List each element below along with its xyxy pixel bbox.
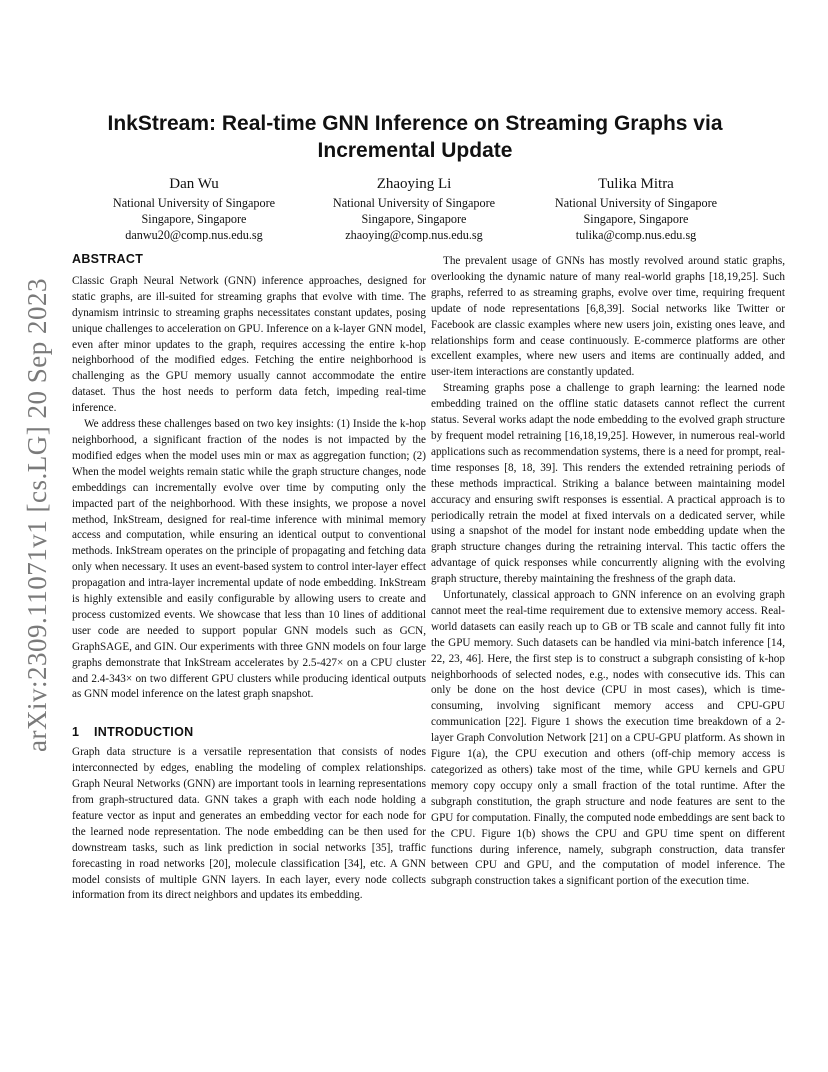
author-affiliation: National University of Singapore <box>332 196 496 210</box>
author-name: Dan Wu <box>169 176 219 192</box>
section-title: INTRODUCTION <box>94 725 194 740</box>
author-block <box>526 175 746 243</box>
author-name: Tulika Mitra <box>598 176 674 192</box>
abstract-paragraph: Classic Graph Neural Network (GNN) inference approaches, designed for static graphs, are ill-suited for streaming graphs that evolve with time. The dynamism intrinsic to streaming graphs necessitates constant updates, posing unique challenges to acceleration on GPU. Inference on a k-layer GNN model, even after minor updates to the graph, requires accessing the entire k-hop neighborhood of the modified edges. Fetching the entire neighborhood is challenging as the GPU memory usually cannot accommodate the entire dataset. Thus the host needs to perform data fetch, impeding real-time inference. <box>72 274 426 415</box>
body-paragraph: The prevalent usage of GNNs has mostly revolved around static graphs, overlooking the dynamic nature of many real-world graphs [18,19,25]. Such graphs, referred to as streaming graphs, evolve over time, requiring frequent update of node representations [6,8,39]. Social networks like Twitter or Facebook are classic examples where new users join, existing ones leave, and relationships form and cease continuously. E-commerce platforms are other excellent examples, where new users and items are continually added, and user-item interactions are constantly updated. <box>431 255 785 379</box>
author-location: Singapore, Singapore <box>141 212 247 226</box>
abstract-heading: ABSTRACT <box>72 252 144 266</box>
paper-title <box>72 110 758 164</box>
paper-title-line-2: Incremental Update <box>317 139 513 162</box>
abstract-paragraph: We address these challenges based on two key insights: (1) Inside the k-hop neighborhood, a significant fraction of the nodes is not impacted by the modified edges when the model uses min or max as aggregation function; (2) When the model weights remain static while the graph structure changes, node embeddings can incrementally evolve over time by computing only the impacted part of the neighborhood. With these insights, we propose a novel method, InkStream, designed for real-time inference with minimal memory access and computation, while ensuring an identical output to conventional methods. InkStream operates on the principle of propagating and fetching data only when necessary. It uses an event-based system to control inter-layer effect propagation and intra-layer incremental update of node embedding. InkStream is highly extensible and easily configurable by allowing users to create and process customized events. We showcase that less than 10 lines of additional user code are needed to support popular GNN models such as GCN, GraphSAGE, and GIN. Our experiments with three GNN models on four large graphs demonstrate that InkStream accelerates by 2.5-427× on a CPU cluster and 2.4-343× on two different GPU clusters while producing identical outputs as GNN model inference on the latest graph snapshot. <box>72 418 426 701</box>
author-name: Zhaoying Li <box>376 176 452 192</box>
paper-title-line-1: InkStream: Real-time GNN Inference on Streaming Graphs via <box>107 112 723 135</box>
body-paragraph: Unfortunately, classical approach to GNN inference on an evolving graph cannot meet the real-time requirement due to extensive memory access. Real-world datasets can easily reach up to GB or TB scale and cannot fully fit into the GPU memory. Such datasets can be handled via mini-batch inference [14, 22, 23, 46]. Here, the first step is to construct a subgraph consisting of k-hop neighborhoods of selected nodes, e.g., nodes with consecutive ids. This can only be done on the host device (CPU in most cases), which is time-consuming, involving significant memory access and CPU-GPU communication [22]. Figure 1 shows the execution time breakdown of a 2-layer Graph Convolution Network [21] on a CPU-GPU platform. As shown in Figure 1(a), the CPU execution and others (off-chip memory access is categorized as others) take most of the time, while GPU kernels and GPU memory copy occupy only a small fraction of the total runtime. After the subgraph constitution, the graph structure and node features are sent to the GPU for computation. Finally, the computed node embeddings are sent back to the CPU. Figure 1(b) shows the CPU and GPU time spent on different functions during inference, namely, subgraph construction, data transfer between CPU and GPU, and the computation of model inference. The subgraph construction takes a significant portion of the execution time. <box>431 589 785 888</box>
author-block <box>84 175 304 243</box>
left-column <box>72 252 426 904</box>
author-block <box>304 175 524 243</box>
author-email: zhaoying@comp.nus.edu.sg <box>345 228 483 242</box>
introduction-heading <box>72 725 426 741</box>
arxiv-identifier: arXiv:2309.11071v1 [cs.LG] 20 Sep 2023 <box>22 278 52 752</box>
author-affiliation: National University of Singapore <box>112 196 276 210</box>
body-paragraph: Streaming graphs pose a challenge to graph learning: the learned node embedding trained on the offline static datasets cannot reflect the current status. Several works adapt the node embedding to the evolved graph structure by frequent model retraining [16,18,19,25]. However, in numerous real-world applications such as recommendation systems, there is a need for prompt, real-time responses [8, 18, 39]. This renders the extended retraining periods of these methods impractical. Striking a balance between maintaining model accuracy and ensuring swift responses is essential. A practical approach is to periodically retrain the model at fixed intervals on a dedicated server, while using a snapshot of the model for instant node embedding update when the graph structure changes during the retraining interval. This tactic offers the advantage of quick responses while concurrently aligning with the evolving graph structure, thereby maintaining the freshness of the graph data. <box>431 382 785 586</box>
body-paragraph: Graph data structure is a versatile representation that consists of nodes interconnected by edges, enabling the modeling of complex relationships. Graph Neural Networks (GNN) are important tools in learning representations from graph-structured data. GNN takes a graph with each node holding a feature vector as input and generates an embedding vector for each node for the learned node representation. The node embedding can be then used for downstream tasks, such as link prediction in social networks [35], traffic forecasting in road networks [20], molecule classification [34], etc. A GNN model consists of multiple GNN layers. In each layer, every node collects information from its direct neighbors and updates its embedding. <box>72 746 426 902</box>
right-column <box>431 254 785 890</box>
author-location: Singapore, Singapore <box>583 212 689 226</box>
author-email: danwu20@comp.nus.edu.sg <box>125 228 263 242</box>
author-location: Singapore, Singapore <box>361 212 467 226</box>
section-number: 1 <box>72 725 80 740</box>
author-affiliation: National University of Singapore <box>554 196 718 210</box>
author-email: tulika@comp.nus.edu.sg <box>575 228 697 242</box>
